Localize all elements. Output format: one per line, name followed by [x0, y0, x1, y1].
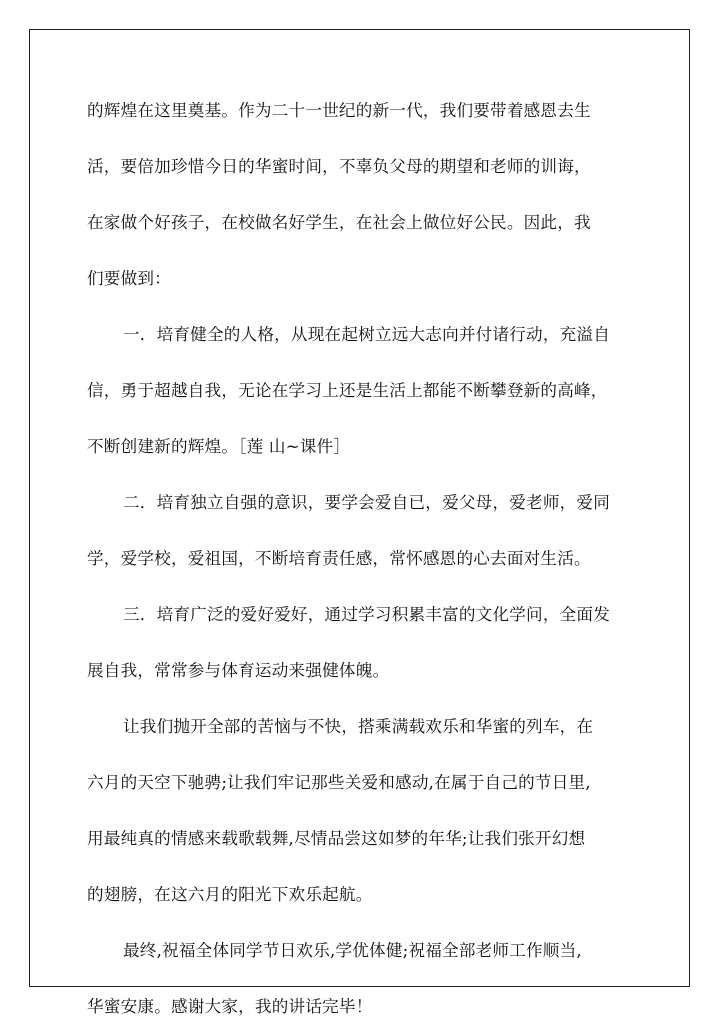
paragraph-line: 最终,祝福全体同学节日欢乐,学优体健;祝福全部老师工作顺当,: [123, 941, 582, 960]
document-body: [87, 94, 638, 1024]
paragraph-line: 学，爱学校，爱祖国，不断培育责任感，常怀感恩的心去面对生活。: [87, 549, 591, 568]
paragraph-line: 在家做个好孩子，在校做名好学生，在社会上做位好公民。因此，我: [87, 213, 591, 232]
paragraph-line: 用最纯真的情感来载歌载舞,尽情品尝这如梦的年华;让我们张开幻想: [87, 829, 586, 848]
paragraph-line: 六月的天空下驰骋;让我们牢记那些关爱和感动,在属于自己的节日里,: [87, 773, 591, 792]
paragraph-line: 不断创建新的辉煌。［莲 山~课件］: [87, 437, 351, 456]
paragraph-line: 的辉煌在这里奠基。作为二十一世纪的新一代，我们要带着感恩去生: [87, 101, 591, 120]
paragraph-line: 信，勇于超越自我，无论在学习上还是生活上都能不断攀登新的高峰，: [87, 381, 608, 400]
paragraph-line: 二．培育独立自强的意识，要学会爱自已，爱父母，爱老师，爱同: [123, 493, 611, 512]
paragraph-line: 的翅膀，在这六月的阳光下欢乐起航。: [87, 885, 373, 904]
paragraph-line: 让我们抛开全部的苦恼与不快，搭乘满载欢乐和华蜜的列车，在: [123, 717, 594, 736]
paragraph-line: 一．培育健全的人格，从现在起树立远大志向并付诸行动，充溢自: [123, 325, 611, 344]
paragraph-line: 华蜜安康。感谢大家，我的讲话完毕！: [87, 997, 373, 1016]
paragraph-line: 们要做到：: [87, 269, 171, 288]
paragraph-line: 活，要倍加珍惜今日的华蜜时间，不辜负父母的期望和老师的训诲，: [87, 157, 591, 176]
paragraph-line: 三．培育广泛的爱好爱好，通过学习积累丰富的文化学问，全面发: [123, 605, 611, 624]
paragraph-line: 展自我，常常参与体育运动来强健体魄。: [87, 661, 390, 680]
